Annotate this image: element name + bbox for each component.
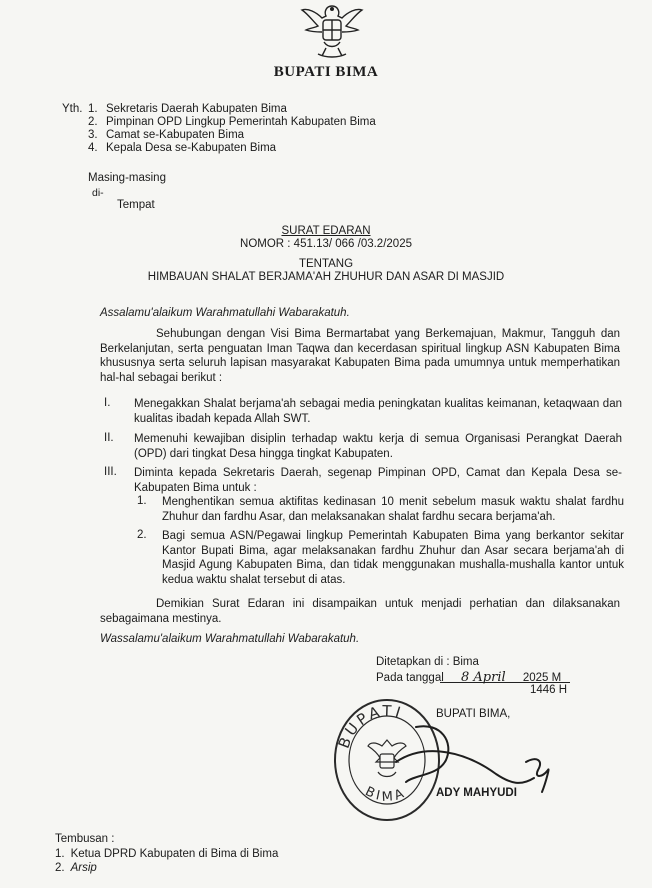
addressee-list xyxy=(88,103,376,155)
point-text: Diminta kepada Sekretaris Daerah, segenap Pimpinan OPD, Camat dan Kepala Desa se-Kabupaten Bima untuk : xyxy=(134,467,622,494)
subpoint-text: Bagi semua ASN/Pegawai lingkup Pemerintah Kabupaten Bima yang berkantor sekitar Kantor Bupati Bima, agar melaksanakan fardhu Zhuhur dan Asar secara berjama'ah di Masjid Agung Kabupaten Bima, dan tidak menggunakan mushalla-mushalla kantor untuk kedua waktu shalat tersebut di atas. xyxy=(162,530,624,586)
subpoint-text: Menghentikan semua aktifitas kedinasan 10 menit sebelum masuk waktu shalat fardhu Zhuhur dan fardhu Asar, dan melaksanakan shalat fardhu secara berjama'ah. xyxy=(162,496,624,523)
handwritten-date: 8 April xyxy=(461,670,506,685)
addressee-text: Pimpinan OPD Lingkup Pemerintah Kabupaten Bima xyxy=(106,116,376,128)
tembusan-number: 1. xyxy=(55,847,65,860)
subpoint-number: 1. xyxy=(137,495,147,507)
document-subject: HIMBAUAN SHALAT BERJAMA'AH ZHUHUR DAN ASAR DI MASJID xyxy=(147,271,505,283)
signatory-title: BUPATI BIMA, xyxy=(436,708,511,720)
point-number: III. xyxy=(104,466,117,478)
addressee-number: 1. xyxy=(88,103,98,115)
date-underline xyxy=(440,682,570,683)
tembusan-item xyxy=(55,847,278,862)
addressee-text: Sekretaris Daerah Kabupaten Bima xyxy=(106,103,287,115)
signatory-name: ADY MAHYUDI xyxy=(436,787,517,799)
addressee-number: 3. xyxy=(88,129,98,141)
tempat-label: Tempat xyxy=(117,199,155,211)
svg-text:BUPATI: BUPATI xyxy=(334,701,406,751)
garuda-emblem-icon xyxy=(296,0,368,60)
addressee-number: 4. xyxy=(88,142,98,154)
addressee-item xyxy=(88,103,376,116)
addressee-item xyxy=(88,116,376,129)
tembusan-item xyxy=(55,861,278,876)
masing-masing-label: Masing-masing xyxy=(88,172,166,184)
letterhead-title: BUPATI BIMA xyxy=(273,64,379,80)
ditetapkan-text: Ditetapkan di : Bima xyxy=(376,656,479,668)
addressee-item xyxy=(88,142,376,155)
yth-label: Yth. xyxy=(62,103,83,115)
addressee-text: Camat se-Kabupaten Bima xyxy=(106,129,245,141)
hijri-date: 1446 H xyxy=(530,684,568,696)
tembusan-section xyxy=(55,832,278,876)
tentang-label: TENTANG xyxy=(298,258,354,270)
point-number: I. xyxy=(104,397,111,409)
svg-text:BIMA: BIMA xyxy=(362,784,409,805)
addressee-number: 2. xyxy=(88,116,98,128)
di-label: di- xyxy=(92,187,104,199)
opening-greeting: Assalamu'alaikum Warahmatullahi Wabarakatuh. xyxy=(100,307,350,319)
tembusan-text: Arsip xyxy=(70,862,97,874)
closing-paragraph: Demikian Surat Edaran ini disampaikan untuk menjadi perhatian dan dilaksanakan sebagaimana mestinya. xyxy=(100,598,620,625)
tembusan-text: Ketua DPRD Kabupaten di Bima di Bima xyxy=(70,847,279,860)
point-text: Memenuhi kewajiban disiplin terhadap waktu kerja di semua Organisasi Perangkat Daerah (OPD) dari tingkat Desa hingga tingkat Kabupaten. xyxy=(134,433,622,460)
tembusan-number: 2. xyxy=(55,862,65,874)
point-number: II. xyxy=(104,432,114,444)
closing-greeting: Wassalamu'alaikum Warahmatullahi Wabarakatuh. xyxy=(100,633,360,645)
date-year: 2025 M xyxy=(522,672,562,684)
subpoint-number: 2. xyxy=(137,529,147,541)
tembusan-label: Tembusan : xyxy=(55,833,115,845)
addressee-item xyxy=(88,129,376,142)
date-label: Pada tanggal xyxy=(376,672,444,684)
document-type-title: SURAT EDARAN xyxy=(281,225,371,237)
document-number: NOMOR : 451.13/ 066 /03.2/2025 xyxy=(240,238,412,250)
point-text: Menegakkan Shalat berjama'ah sebagai media peningkatan kualitas keimanan, ketaqwaan dan kualitas ibadah kepada Allah SWT. xyxy=(134,398,622,425)
intro-paragraph: Sehubungan dengan Visi Bima Bermartabat yang Berkemajuan, Makmur, Tangguh dan Berkelanjutan, serta penguatan Iman Taqwa dan kecerdasan spiritual lingkup ASN Kabupaten Bima khususnya serta seluruh lapisan masyarakat Kabupaten Bima pada umumnya untuk memperhatikan hal-hal sebagai berikut : xyxy=(100,328,620,384)
addressee-text: Kepala Desa se-Kabupaten Bima xyxy=(106,142,277,154)
